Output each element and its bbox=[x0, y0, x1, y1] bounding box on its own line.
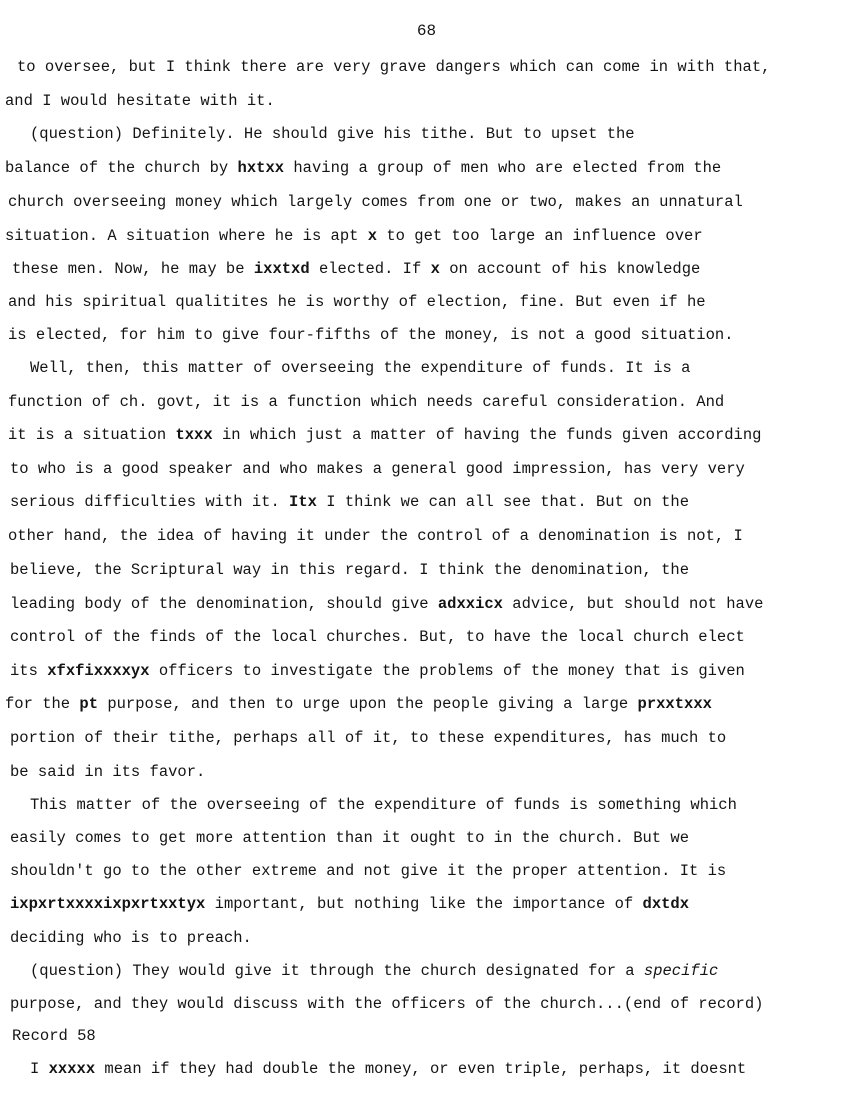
text-line bbox=[8, 392, 724, 412]
text-segment: is elected, for him to give four-fifths of the money, is not a good situation. bbox=[8, 326, 734, 344]
text-line bbox=[5, 158, 721, 178]
text-segment: (question) Definitely. He should give his tithe. But to upset the bbox=[30, 125, 635, 143]
text-line bbox=[10, 560, 689, 580]
text-segment: be said in its favor. bbox=[10, 763, 206, 781]
text-segment: I bbox=[30, 1060, 49, 1078]
text-segment: function of ch. govt, it is a function which needs careful consideration. And bbox=[8, 393, 725, 411]
struck-out-text: xxxxx bbox=[48, 1060, 96, 1078]
text-segment: purpose, and then to urge upon the people giving a large bbox=[98, 695, 638, 713]
text-segment: Record 58 bbox=[12, 1027, 96, 1045]
text-segment: shouldn't go to the other extreme and not give it the proper attention. It is bbox=[10, 862, 727, 880]
text-line bbox=[10, 994, 763, 1014]
text-segment: on account of his knowledge bbox=[439, 260, 701, 278]
text-line bbox=[8, 526, 743, 546]
text-line bbox=[10, 627, 745, 647]
struck-out-text: hxtxx bbox=[237, 159, 285, 177]
text-segment: control of the finds of the local churches. But, to have the local church elect bbox=[10, 628, 745, 646]
struck-out-text: ixpxrtxxxxixpxrtxxtyx bbox=[10, 895, 206, 913]
text-line bbox=[30, 795, 737, 815]
text-segment: serious difficulties with it. bbox=[10, 493, 290, 511]
text-segment: and I would hesitate with it. bbox=[5, 92, 275, 110]
struck-out-text: x bbox=[430, 260, 440, 278]
struck-out-text: pt bbox=[79, 695, 99, 713]
text-line bbox=[17, 57, 770, 77]
struck-out-text: prxxtxxx bbox=[637, 695, 712, 713]
text-segment: Well, then, this matter of overseeing the expenditure of funds. It is a bbox=[30, 359, 691, 377]
page-number: 68 bbox=[416, 22, 437, 40]
text-line bbox=[30, 358, 690, 378]
struck-out-text: adxxicx bbox=[437, 595, 503, 613]
text-segment: deciding who is to preach. bbox=[10, 929, 252, 947]
text-segment: leading body of the denomination, should give bbox=[10, 595, 438, 613]
text-line bbox=[30, 961, 718, 981]
text-segment: having a group of men who are elected from the bbox=[284, 159, 722, 177]
struck-out-text: txxx bbox=[175, 426, 213, 444]
text-line bbox=[5, 226, 703, 246]
text-segment: to get too large an influence over bbox=[377, 227, 703, 245]
text-segment: important, but nothing like the importance of bbox=[205, 895, 643, 913]
text-line bbox=[10, 894, 689, 914]
text-line bbox=[8, 292, 706, 312]
italic-text: specific bbox=[643, 962, 719, 980]
text-segment: church overseeing money which largely comes from one or two, makes an unnatural bbox=[8, 193, 743, 211]
text-segment: to who is a good speaker and who makes a general good impression, has very very bbox=[10, 460, 745, 478]
text-line bbox=[8, 192, 743, 212]
text-line bbox=[12, 1026, 96, 1046]
text-line bbox=[30, 124, 635, 144]
text-segment: portion of their tithe, perhaps all of it, to these expenditures, has much to bbox=[10, 729, 727, 747]
text-segment: mean if they had double the money, or even triple, perhaps, it doesnt bbox=[95, 1060, 747, 1078]
text-line bbox=[8, 425, 761, 445]
text-segment: situation. A situation where he is apt bbox=[5, 227, 368, 245]
text-segment: for the bbox=[5, 695, 80, 713]
text-segment: (question) They would give it through the church designated for a bbox=[30, 962, 644, 980]
text-segment: its bbox=[10, 662, 48, 680]
text-segment: purpose, and they would discuss with the officers of the church...(end of record) bbox=[10, 995, 764, 1013]
struck-out-text: x bbox=[367, 227, 378, 245]
text-segment: balance of the church by bbox=[5, 159, 238, 177]
text-segment: believe, the Scriptural way in this regard. I think the denomination, the bbox=[10, 561, 690, 579]
text-line bbox=[5, 694, 712, 714]
text-line bbox=[8, 325, 734, 345]
text-line bbox=[10, 594, 763, 614]
text-segment: advice, but should not have bbox=[503, 595, 764, 613]
text-segment: these men. Now, he may be bbox=[12, 260, 254, 278]
text-line bbox=[10, 928, 252, 948]
text-line bbox=[10, 459, 745, 479]
text-segment: to oversee, but I think there are very grave dangers which can come in with that, bbox=[17, 58, 771, 76]
text-segment: This matter of the overseeing of the expenditure of funds is something which bbox=[30, 796, 737, 814]
text-segment: I think we can all see that. But on the bbox=[316, 493, 690, 511]
text-segment: elected. If bbox=[309, 260, 431, 278]
text-line bbox=[10, 661, 745, 681]
text-segment: and his spiritual qualitites he is worthy of election, fine. But even if he bbox=[8, 293, 706, 311]
text-segment: other hand, the idea of having it under the control of a denomination is not, I bbox=[8, 527, 743, 545]
text-segment: officers to investigate the problems of the money that is given bbox=[149, 662, 745, 680]
text-line bbox=[10, 492, 689, 512]
text-line bbox=[30, 1059, 746, 1079]
text-segment: in which just a matter of having the funds given according bbox=[212, 426, 762, 444]
text-line bbox=[10, 762, 205, 782]
struck-out-text: xfxfixxxxyx bbox=[47, 662, 150, 680]
struck-out-text: ixxtxd bbox=[253, 260, 310, 278]
text-line bbox=[12, 259, 700, 279]
text-segment: easily comes to get more attention than it ought to in the church. But we bbox=[10, 829, 690, 847]
struck-out-text: dxtdx bbox=[642, 895, 690, 913]
text-line bbox=[5, 91, 275, 111]
struck-out-text: Itx bbox=[289, 493, 317, 511]
text-segment: it is a situation bbox=[8, 426, 176, 444]
text-line bbox=[10, 861, 726, 881]
text-line bbox=[10, 728, 726, 748]
text-line bbox=[10, 828, 689, 848]
